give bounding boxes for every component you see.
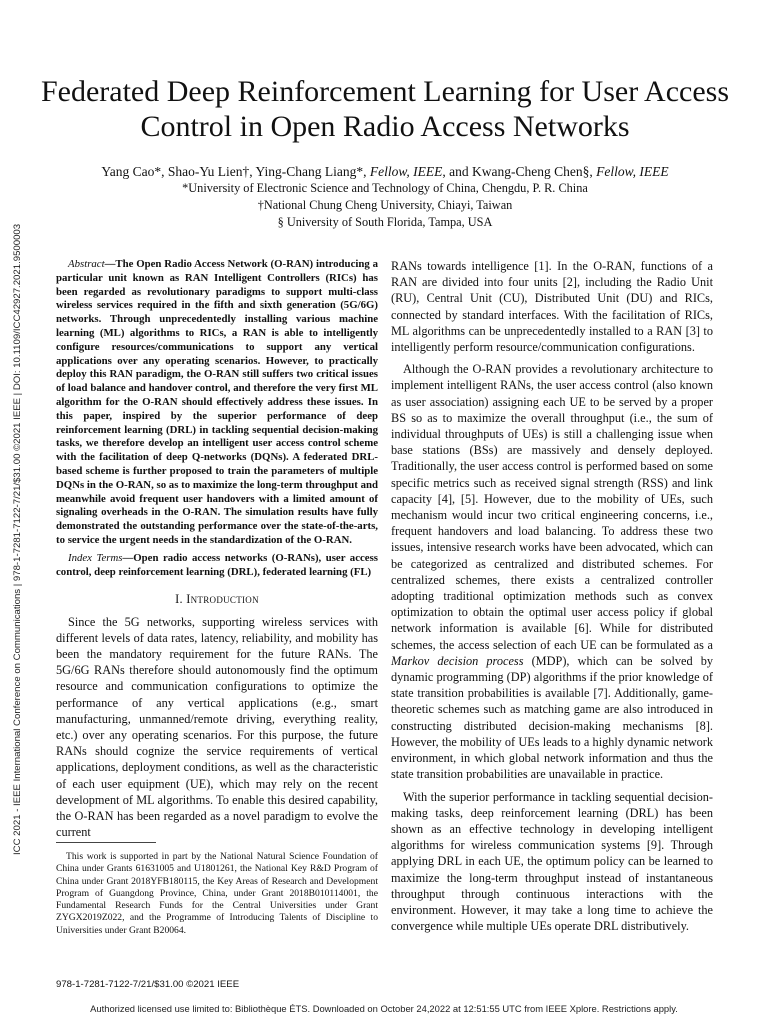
index-terms: [56, 552, 378, 580]
abstract-text: —The Open Radio Access Network (O-RAN) introducing a particular unit known as RAN Intelligent Controllers (RICs) has been regarded as revolutionary paradigms to support multi-class wireless services required in the fifth and sixth generation (5G/6G) networks. Through unprecedentedly installing various machine learning (ML) algorithms to RICs, a RAN is able to intelligently configure resources/communications to support any vertical applications over any operating scenarios. However, to practically deploy this RAN paradigm, the O-RAN still suffers two critical issues of load balance and handover control, and therefore the very first ML algorithm for the O-RAN should effectively address these issues. In this paper, inspired by the superior performance of deep reinforcement learning (DRL) in tackling sequential decision-making tasks, we therefore develop an intelligent user access control scheme with the facilitation of deep Q-networks (DQNs). A federated DRL-based scheme is further proposed to train the parameters of multiple DQNs in the O-RAN, so as to maximize the long-term throughput and meanwhile avoid frequent user handovers with a limited amount of signaling overheads in the O-RAN. The simulation results have fully demonstrated the outstanding performance over the state-of-the-arts, to service the urgent needs in the standardization of the O-RAN.: [56, 258, 378, 546]
author-names-2: , and Kwang-Cheng Chen§,: [442, 164, 597, 179]
footnote-rule: [56, 842, 156, 843]
intro-paragraph-3: [391, 361, 713, 782]
fellow-label-2: Fellow, IEEE: [596, 164, 669, 179]
affiliation-3: § University of South Florida, Tampa, USA: [277, 215, 493, 229]
paragraph-3-text: Although the O-RAN provides a revolutionary architecture to implement intelligent RANs, the user access control (also known as user association) assigning each UE to be served by a proper BS so as to maximize the overall throughput (i.e., the sum of individual throughputs of UEs) is still a challenging issue when base stations (BSs) are massively and densely deployed. Traditionally, the user access control is performed based on some specific metrics such as received signal strength (RSS) and link capacity [4], [5]. However, due to the mobility of UEs, such mechanism would incur two critical engineering concerns, i.e., frequent handovers and load balancing. To address these two issues, intensive research works have been advocated, which can be categorized as centralized and distributed schemes. For centralized schemes, there exists a centralized controller adopting traditional optimization methods such as convex optimization to obtain the optimal user access policy if global network information is available [6]. While for distributed schemes, the access selection of each UE can be formulated as a: [391, 362, 713, 652]
conference-sidebar: [8, 195, 32, 855]
fellow-label-1: Fellow, IEEE: [369, 164, 443, 179]
intro-paragraph-4: With the superior performance in tackling sequential decision-making tasks, deep reinforcement learning (DRL) has been shown as an effective technology in developing intelligent algorithms for wireless communication systems [9]. Through applying DRL in each UE, the optimum policy can be learned to maximize the long-term throughput instead of instantaneous throughput through continuous interactions with the environment. However, it may take a long time to achieve the convergence while multiple UEs operate DRL distributively.: [391, 789, 713, 934]
left-column: [56, 258, 378, 846]
sidebar-doi-text: ICC 2021 - IEEE International Conference on Communications | 978-1-7281-7122-7/21/$31.00 ©2021 IEEE | DOI: 10.1109/ICC42927.2021.9500003: [12, 223, 23, 855]
abstract: [56, 258, 378, 548]
funding-footnote: This work is supported in part by the National Natural Science Foundation of China under Grants 61631005 and U1801261, the National Key R&D Program of China under Grant 2018YFB180115, the Key Areas of Research and Development Program of Guangdong Province, China, under Grant 2018B010114001, the Fundamental Research Funds for the Central Universities under Grant ZYGX2019Z022, and the Programme of Introducing Talents of Discipline to Universities under Grant B20064.: [56, 851, 378, 936]
index-terms-label: Index Terms: [68, 551, 123, 564]
intro-paragraph-2: RANs towards intelligence [1]. In the O-RAN, functions of a RAN are divided into four units [2], including the Radio Unit (RU), Central Unit (CU), Distributed Unit (DU) and RICs, connected by standard interfaces. With the facilitation of RICs, ML algorithms can be unprecedentedly installed to a RAN [3] to intelligently perform resource/communication configurations.: [391, 259, 713, 355]
author-names-1: Yang Cao*, Shao-Yu Lien†, Ying-Chang Liang*,: [101, 164, 370, 179]
abstract-label: Abstract: [68, 258, 105, 270]
section-heading-introduction: I. Introduction: [175, 592, 259, 607]
index-terms-text: —Open radio access networks (O-RANs), user access control, deep reinforcement learning (DRL), federated learning (FL): [56, 551, 378, 578]
license-notice: Authorized licensed use limited to: Bibliothèque ÉTS. Downloaded on October 24,2022 at 12:51:55 UTC from IEEE Xplore. Restrictions apply.: [90, 1003, 678, 1014]
right-column: [391, 258, 713, 940]
author-list: [40, 163, 730, 180]
copyright-line: 978-1-7281-7122-7/21/$31.00 ©2021 IEEE: [56, 979, 240, 990]
intro-paragraph-1: Since the 5G networks, supporting wireless services with different levels of data rates, latency, reliability, and mobility has been the mandatory requirement for the future RANs. The 5G/6G RANs therefore should autonomously find the optimum resource and communication configurations to optimize the performance of any vertical applications (e.g., smart manufacturing, unmanned/remote driving, everything reality, etc.) over any operating scenarios. For this purpose, the future RANs should cognize the service requirements of vertical applications, deployment conditions, as well as the characteristic of each user equipment (UE), which may rely on the recent development of ML algorithms. To enable this desired capability, the O-RAN has been regarded as a novel paradigm to evolve the current: [56, 614, 378, 840]
paragraph-3-rest: (MDP), which can be solved by dynamic programming (DP) algorithms if the prior knowledge of state transition probabilities is available [7]. Additionally, game-theoretic schemes such as matching game are also introduced in constructing distributed decision-making mechanisms [8]. However, the mobility of UEs leads to a highly dynamic network environment, in which global network information and thus the state transition probabilities are unavailable in practice.: [391, 653, 713, 782]
mdp-term: Markov decision process: [391, 653, 524, 668]
affiliation-2: †National Chung Cheng University, Chiayi, Taiwan: [257, 198, 513, 212]
affiliation-1: *University of Electronic Science and Technology of China, Chengdu, P. R. China: [182, 181, 588, 195]
paper-title: Federated Deep Reinforcement Learning for User Access Control in Open Radio Access Networks: [40, 75, 730, 143]
